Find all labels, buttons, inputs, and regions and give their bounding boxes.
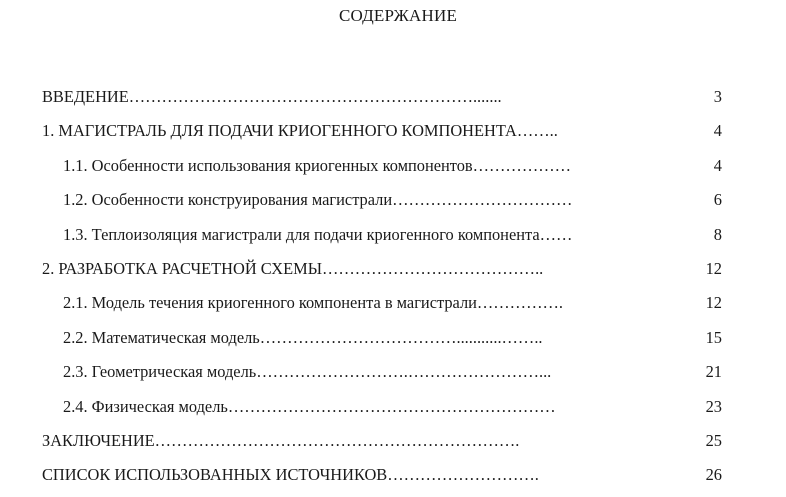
toc-entry-section-1-2 (0, 187, 786, 221)
toc-entry-section-1-1 (0, 153, 786, 187)
toc-entry-references (0, 462, 786, 496)
toc-entry-text: 1.3. Теплоизоляция магистрали для подачи криогенного компонента…… (63, 224, 573, 244)
toc-entry-section-2-2 (0, 325, 786, 359)
toc-entry-page-number: 8 (713, 224, 722, 244)
toc-entry-text: ЗАКЛЮЧЕНИЕ…………………………………………………………. (42, 430, 520, 450)
toc-entry-text: 2.3. Геометрическая модель……………………….……………………... (63, 362, 552, 382)
toc-entry-page-number: 26 (705, 465, 722, 485)
toc-entry-chapter-2 (0, 256, 786, 290)
toc-entry-page-number: 4 (713, 121, 722, 141)
toc-entry-text: 1.1. Особенности использования криогенных компонентов……………… (63, 155, 571, 175)
toc-entry-section-2-3 (0, 359, 786, 393)
toc-entry-text: 1.2. Особенности конструирования магистрали…………………………… (63, 190, 573, 210)
toc-entry-page-number: 3 (713, 87, 722, 106)
toc-entry-section-1-3 (0, 222, 786, 256)
toc-entry-text: 1. МАГИСТРАЛЬ ДЛЯ ПОДАЧИ КРИОГЕННОГО КОМПОНЕНТА…….. (42, 121, 558, 141)
toc-entry-introduction (0, 84, 786, 118)
toc-entry-page-number: 12 (705, 293, 722, 313)
toc-entry-text: 2.4. Физическая модель…………………………………………………… (63, 396, 556, 416)
toc-entry-section-2-1 (0, 290, 786, 324)
toc-entry-page-number: 23 (705, 396, 722, 416)
toc-entry-page-number: 4 (713, 155, 722, 175)
toc-entry-text: ВВЕДЕНИЕ………………………………………………………....... (42, 87, 502, 106)
table-of-contents (0, 84, 786, 497)
toc-entry-text: 2.2. Математическая модель………………………………...........…….. (63, 327, 543, 347)
toc-entry-text: 2.1. Модель течения криогенного компонента в магистрали……………. (63, 293, 563, 313)
toc-entry-page-number: 12 (705, 258, 722, 278)
toc-entry-page-number: 25 (705, 430, 722, 450)
toc-entry-text: 2. РАЗРАБОТКА РАСЧЕТНОЙ СХЕМЫ………………………………….. (42, 258, 544, 278)
toc-entry-page-number: 21 (705, 362, 722, 382)
toc-entry-section-2-4 (0, 394, 786, 428)
toc-entry-text: СПИСОК ИСПОЛЬЗОВАННЫХ ИСТОЧНИКОВ………………………. (42, 465, 539, 485)
toc-entry-page-number: 15 (705, 327, 722, 347)
toc-entry-chapter-1 (0, 118, 786, 152)
toc-entry-page-number: 6 (713, 190, 722, 210)
page-title: СОДЕРЖАНИЕ (338, 6, 458, 25)
toc-entry-conclusion (0, 428, 786, 462)
